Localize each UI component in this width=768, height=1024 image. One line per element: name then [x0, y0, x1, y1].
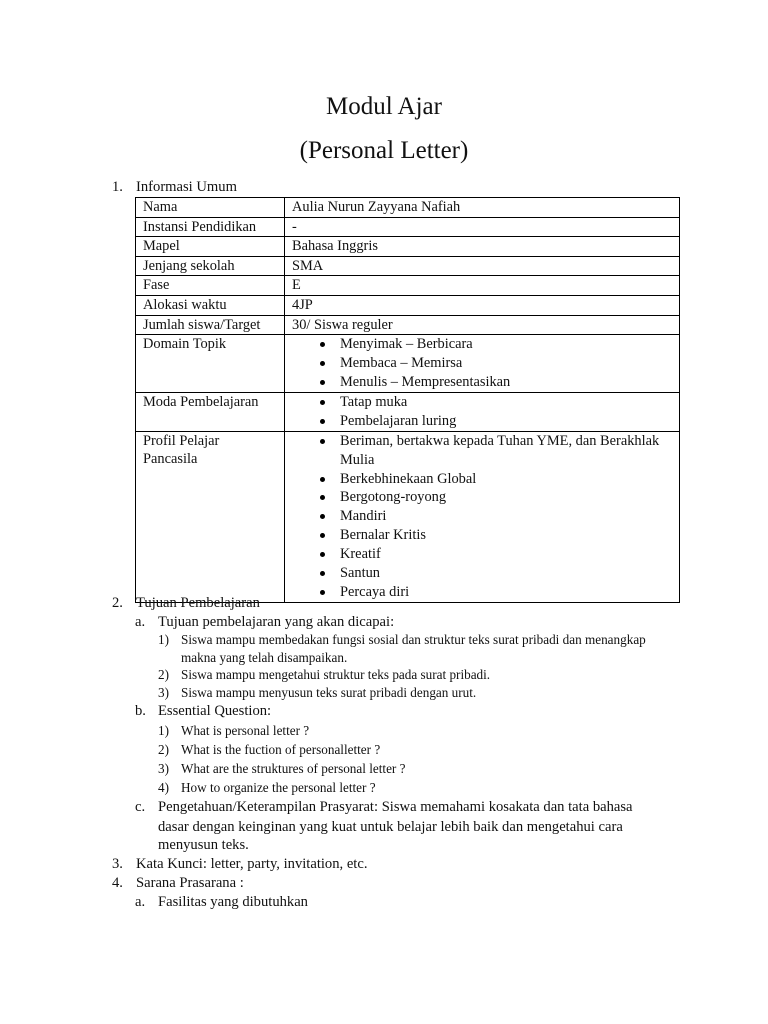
section-number: 3. — [112, 856, 123, 872]
subsection-a — [135, 613, 394, 631]
list-item: Bergotong-royong — [318, 488, 669, 507]
table-row — [136, 315, 680, 335]
list-item — [158, 722, 309, 740]
row-value: 30/ Siswa reguler — [285, 315, 680, 335]
list-marker: a. — [135, 894, 146, 910]
row-value — [285, 392, 680, 431]
table-row — [136, 198, 680, 218]
list-continuation: dasar dengan keinginan yang kuat untuk belajar lebih baik dan mengetahui cara — [158, 819, 623, 835]
table-row — [136, 256, 680, 276]
row-key-line: Pancasila — [143, 451, 198, 468]
list-item: Menyimak – Berbicara — [318, 335, 679, 354]
row-key: Mapel — [136, 237, 285, 257]
table-row — [136, 295, 680, 315]
row-value: Aulia Nurun Zayyana Nafiah — [285, 198, 680, 218]
section-heading: Sarana Prasarana : — [136, 875, 244, 891]
row-key — [136, 431, 285, 602]
list-item: Beriman, bertakwa kepada Tuhan YME, dan Berakhlak Mulia — [318, 432, 669, 470]
row-value: - — [285, 217, 680, 237]
profil-list — [292, 432, 679, 602]
section-sarana — [112, 874, 244, 892]
row-value — [285, 431, 680, 602]
list-text: Siswa mampu menyusun teks surat pribadi dengan urut. — [181, 685, 477, 700]
list-text: How to organize the personal letter ? — [181, 780, 376, 795]
list-text: What is the fuction of personalletter ? — [181, 742, 381, 757]
section-heading: Kata Kunci: letter, party, invitation, etc. — [136, 856, 368, 872]
section-tujuan — [112, 594, 260, 612]
list-marker: a. — [135, 614, 146, 630]
list-text: What is personal letter ? — [181, 723, 310, 738]
info-table — [135, 197, 680, 603]
row-key: Nama — [136, 198, 285, 218]
list-item: Menulis – Mempresentasikan — [318, 373, 679, 392]
list-text: What are the struktures of personal letter ? — [181, 761, 406, 776]
list-text: Siswa mampu membedakan fungsi sosial dan struktur teks surat pribadi dan menangkap — [181, 632, 646, 647]
row-value — [285, 335, 680, 393]
table-row — [136, 276, 680, 296]
list-marker: 4) — [158, 780, 169, 795]
section-number: 2. — [112, 595, 123, 611]
table-row — [136, 335, 680, 393]
list-continuation: menyusun teks. — [158, 837, 249, 853]
list-item: Kreatif — [318, 545, 669, 564]
list-item — [158, 666, 490, 684]
subsection-a — [135, 893, 308, 911]
table-row — [136, 392, 680, 431]
list-item: Santun — [318, 564, 669, 583]
list-marker: 1) — [158, 632, 169, 647]
list-item: Bernalar Kritis — [318, 526, 669, 545]
section-heading: Tujuan Pembelajaran — [136, 595, 260, 611]
list-marker: 2) — [158, 742, 169, 757]
section-number: 4. — [112, 875, 123, 891]
subsection-b — [135, 702, 271, 720]
list-marker: 3) — [158, 685, 169, 700]
row-value: SMA — [285, 256, 680, 276]
list-text: Tujuan pembelajaran yang akan dicapai: — [158, 614, 395, 630]
list-text: Fasilitas yang dibutuhkan — [158, 894, 308, 910]
row-key: Alokasi waktu — [136, 295, 285, 315]
list-continuation: makna yang telah disampaikan. — [181, 650, 348, 665]
list-marker: b. — [135, 703, 146, 719]
section-kata-kunci — [112, 855, 367, 873]
domain-topik-list — [292, 335, 679, 392]
list-item — [158, 779, 376, 797]
row-key: Domain Topik — [136, 335, 285, 393]
list-marker: 2) — [158, 667, 169, 682]
list-item — [158, 741, 380, 759]
row-value: Bahasa Inggris — [285, 237, 680, 257]
list-item: Tatap muka — [318, 393, 679, 412]
document-title: Modul Ajar — [326, 93, 442, 120]
row-key: Jenjang sekolah — [136, 256, 285, 276]
list-item: Berkebhinekaan Global — [318, 470, 669, 489]
row-key: Fase — [136, 276, 285, 296]
row-key-line: Profil Pelajar — [143, 432, 220, 449]
table-row — [136, 237, 680, 257]
list-item: Percaya diri — [318, 583, 669, 602]
table-row — [136, 217, 680, 237]
list-text: Siswa mampu mengetahui struktur teks pada surat pribadi. — [181, 667, 491, 682]
section-number: 1. — [112, 179, 123, 195]
table-row — [136, 431, 680, 602]
section-heading: Informasi Umum — [136, 179, 237, 195]
list-item — [158, 684, 476, 702]
list-text: Pengetahuan/Keterampilan Prasyarat: Siswa memahami kosakata dan tata bahasa — [158, 799, 633, 815]
list-item — [158, 631, 646, 649]
list-text: Essential Question: — [158, 703, 272, 719]
list-marker: 1) — [158, 723, 169, 738]
section-informasi-umum — [112, 178, 237, 196]
row-value: 4JP — [285, 295, 680, 315]
list-marker: c. — [135, 799, 146, 815]
list-marker: 3) — [158, 761, 169, 776]
moda-list — [292, 393, 679, 431]
list-item: Mandiri — [318, 507, 669, 526]
document-subtitle: (Personal Letter) — [299, 137, 469, 164]
list-item: Membaca – Memirsa — [318, 354, 679, 373]
list-item — [158, 760, 405, 778]
row-key: Moda Pembelajaran — [136, 392, 285, 431]
subsection-c — [135, 798, 633, 816]
list-item: Pembelajaran luring — [318, 412, 679, 431]
row-key: Instansi Pendidikan — [136, 217, 285, 237]
row-key: Jumlah siswa/Target — [136, 315, 285, 335]
row-value: E — [285, 276, 680, 296]
